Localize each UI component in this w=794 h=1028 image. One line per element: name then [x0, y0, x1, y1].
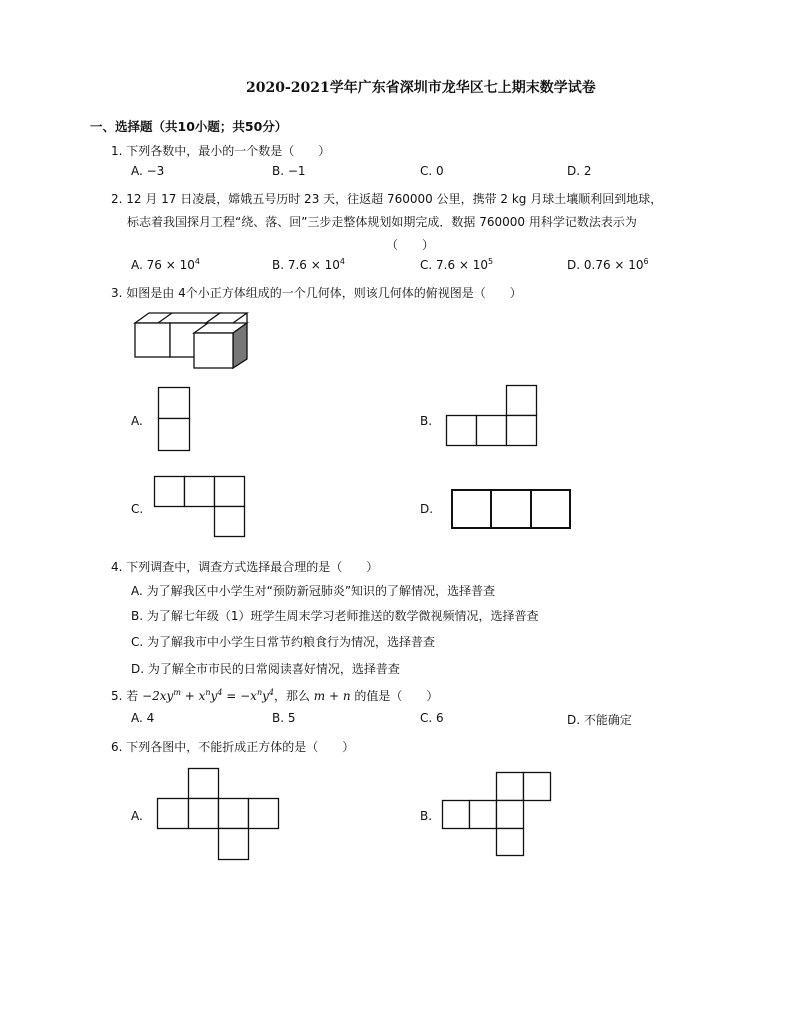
q2-option-d-exp: 6 [643, 257, 649, 266]
q5-suffix: 的值是（ ） [350, 689, 439, 703]
q2-option-a[interactable] [131, 258, 200, 272]
q5-term1: −2xy [142, 689, 174, 703]
cube-back-left [135, 323, 170, 357]
q3-option-c-label[interactable]: C. [131, 502, 144, 516]
page-title: 2020-2021学年广东省深圳市龙华区七上期末数学试卷 [246, 80, 596, 96]
q6-option-b-figure[interactable] [442, 772, 554, 858]
q4-option-b[interactable]: B. 为了解七年级（1）班学生周末学习老师推送的数学微视频情况，选择普查 [131, 609, 539, 623]
question-1-stem: 1. 下列各数中，最小的一个数是（ ） [111, 144, 331, 158]
q1-option-d[interactable]: D. 2 [567, 164, 592, 178]
q2-option-d-label: D. 0.76 × 10 [567, 258, 644, 272]
question-2-stem-line3: （ ） [386, 238, 435, 252]
q3-option-c-figure[interactable] [154, 476, 248, 538]
q3-option-b-figure[interactable] [446, 385, 540, 447]
q5-mn: m + n [313, 689, 351, 703]
q5-term2-exp: n [205, 688, 211, 697]
q2-option-b-exp: 4 [339, 257, 345, 266]
q5-option-d[interactable]: D. 不能确定 [567, 713, 632, 727]
question-2-stem-line1: 2. 12 月 17 日凌晨，嫦娥五号历时 23 天，往返超 760000 公里，携带 2 kg 月球土壤顺利回到地球， [111, 192, 663, 206]
q2-option-b-label: B. 7.6 × 10 [272, 258, 340, 272]
q4-option-a[interactable]: A. 为了解我区中小学生对“预防新冠肺炎”知识的了解情况，选择普查 [131, 584, 496, 598]
q5-term2: + x [180, 689, 206, 703]
q5-mid: ，那么 [273, 689, 314, 703]
cube-front [194, 333, 233, 368]
q4-option-d[interactable]: D. 为了解全市市民的日常阅读喜好情况，选择普查 [131, 662, 400, 676]
q2-option-a-label: A. 76 × 10 [131, 258, 195, 272]
q5-term5: y [262, 689, 269, 703]
q4-option-c[interactable]: C. 为了解我市中小学生日常节约粮食行为情况，选择普查 [131, 635, 436, 649]
q1-option-c[interactable]: C. 0 [420, 164, 444, 178]
question-6-stem: 6. 下列各图中，不能折成正方体的是（ ） [111, 740, 355, 754]
q5-term4: = −x [222, 689, 257, 703]
q2-option-b[interactable] [272, 258, 345, 272]
q5-term1-exp: m [173, 688, 181, 697]
q3-option-b-label[interactable]: B. [420, 414, 433, 428]
q2-option-d[interactable] [567, 258, 649, 272]
q5-option-a[interactable]: A. 4 [131, 711, 155, 725]
q3-option-d-figure[interactable] [451, 489, 573, 531]
q5-equation [142, 689, 274, 703]
cube-solid-figure [130, 305, 260, 365]
q1-option-b[interactable]: B. −1 [272, 164, 306, 178]
q5-prefix: 5. 若 [111, 689, 143, 703]
q6-option-b-label[interactable]: B. [420, 809, 433, 823]
q6-option-a-figure[interactable] [157, 768, 281, 862]
question-3-stem: 3. 如图是由 4个小正方体组成的一个几何体，则该几何体的俯视图是（ ） [111, 286, 522, 300]
q2-option-c[interactable] [420, 258, 493, 272]
section-heading: 一、选择题（共10小题；共50分） [90, 119, 288, 134]
q2-option-c-exp: 5 [488, 257, 494, 266]
question-4-stem: 4. 下列调查中，调查方式选择最合理的是（ ） [111, 560, 379, 574]
q5-term3: y [210, 689, 218, 703]
q2-option-a-exp: 4 [194, 257, 200, 266]
q5-option-c[interactable]: C. 6 [420, 711, 444, 725]
question-5-stem [111, 687, 438, 704]
q1-option-a[interactable]: A. −3 [131, 164, 165, 178]
q2-option-c-label: C. 7.6 × 10 [420, 258, 489, 272]
q3-option-d-label[interactable]: D. [420, 502, 434, 516]
q5-term3-exp: 4 [217, 688, 223, 697]
q5-term4-exp: n [256, 688, 263, 697]
q3-option-a-label[interactable]: A. [131, 414, 143, 428]
q5-term5-exp: 4 [268, 688, 274, 697]
q6-option-a-label[interactable]: A. [131, 809, 143, 823]
q3-option-a-figure[interactable] [158, 387, 192, 453]
question-2-stem-line2: 标志着我国探月工程“绕、落、回”三步走整体规划如期完成．数据 760000 用科学记数法表示为 [127, 215, 637, 229]
q5-option-b[interactable]: B. 5 [272, 711, 296, 725]
